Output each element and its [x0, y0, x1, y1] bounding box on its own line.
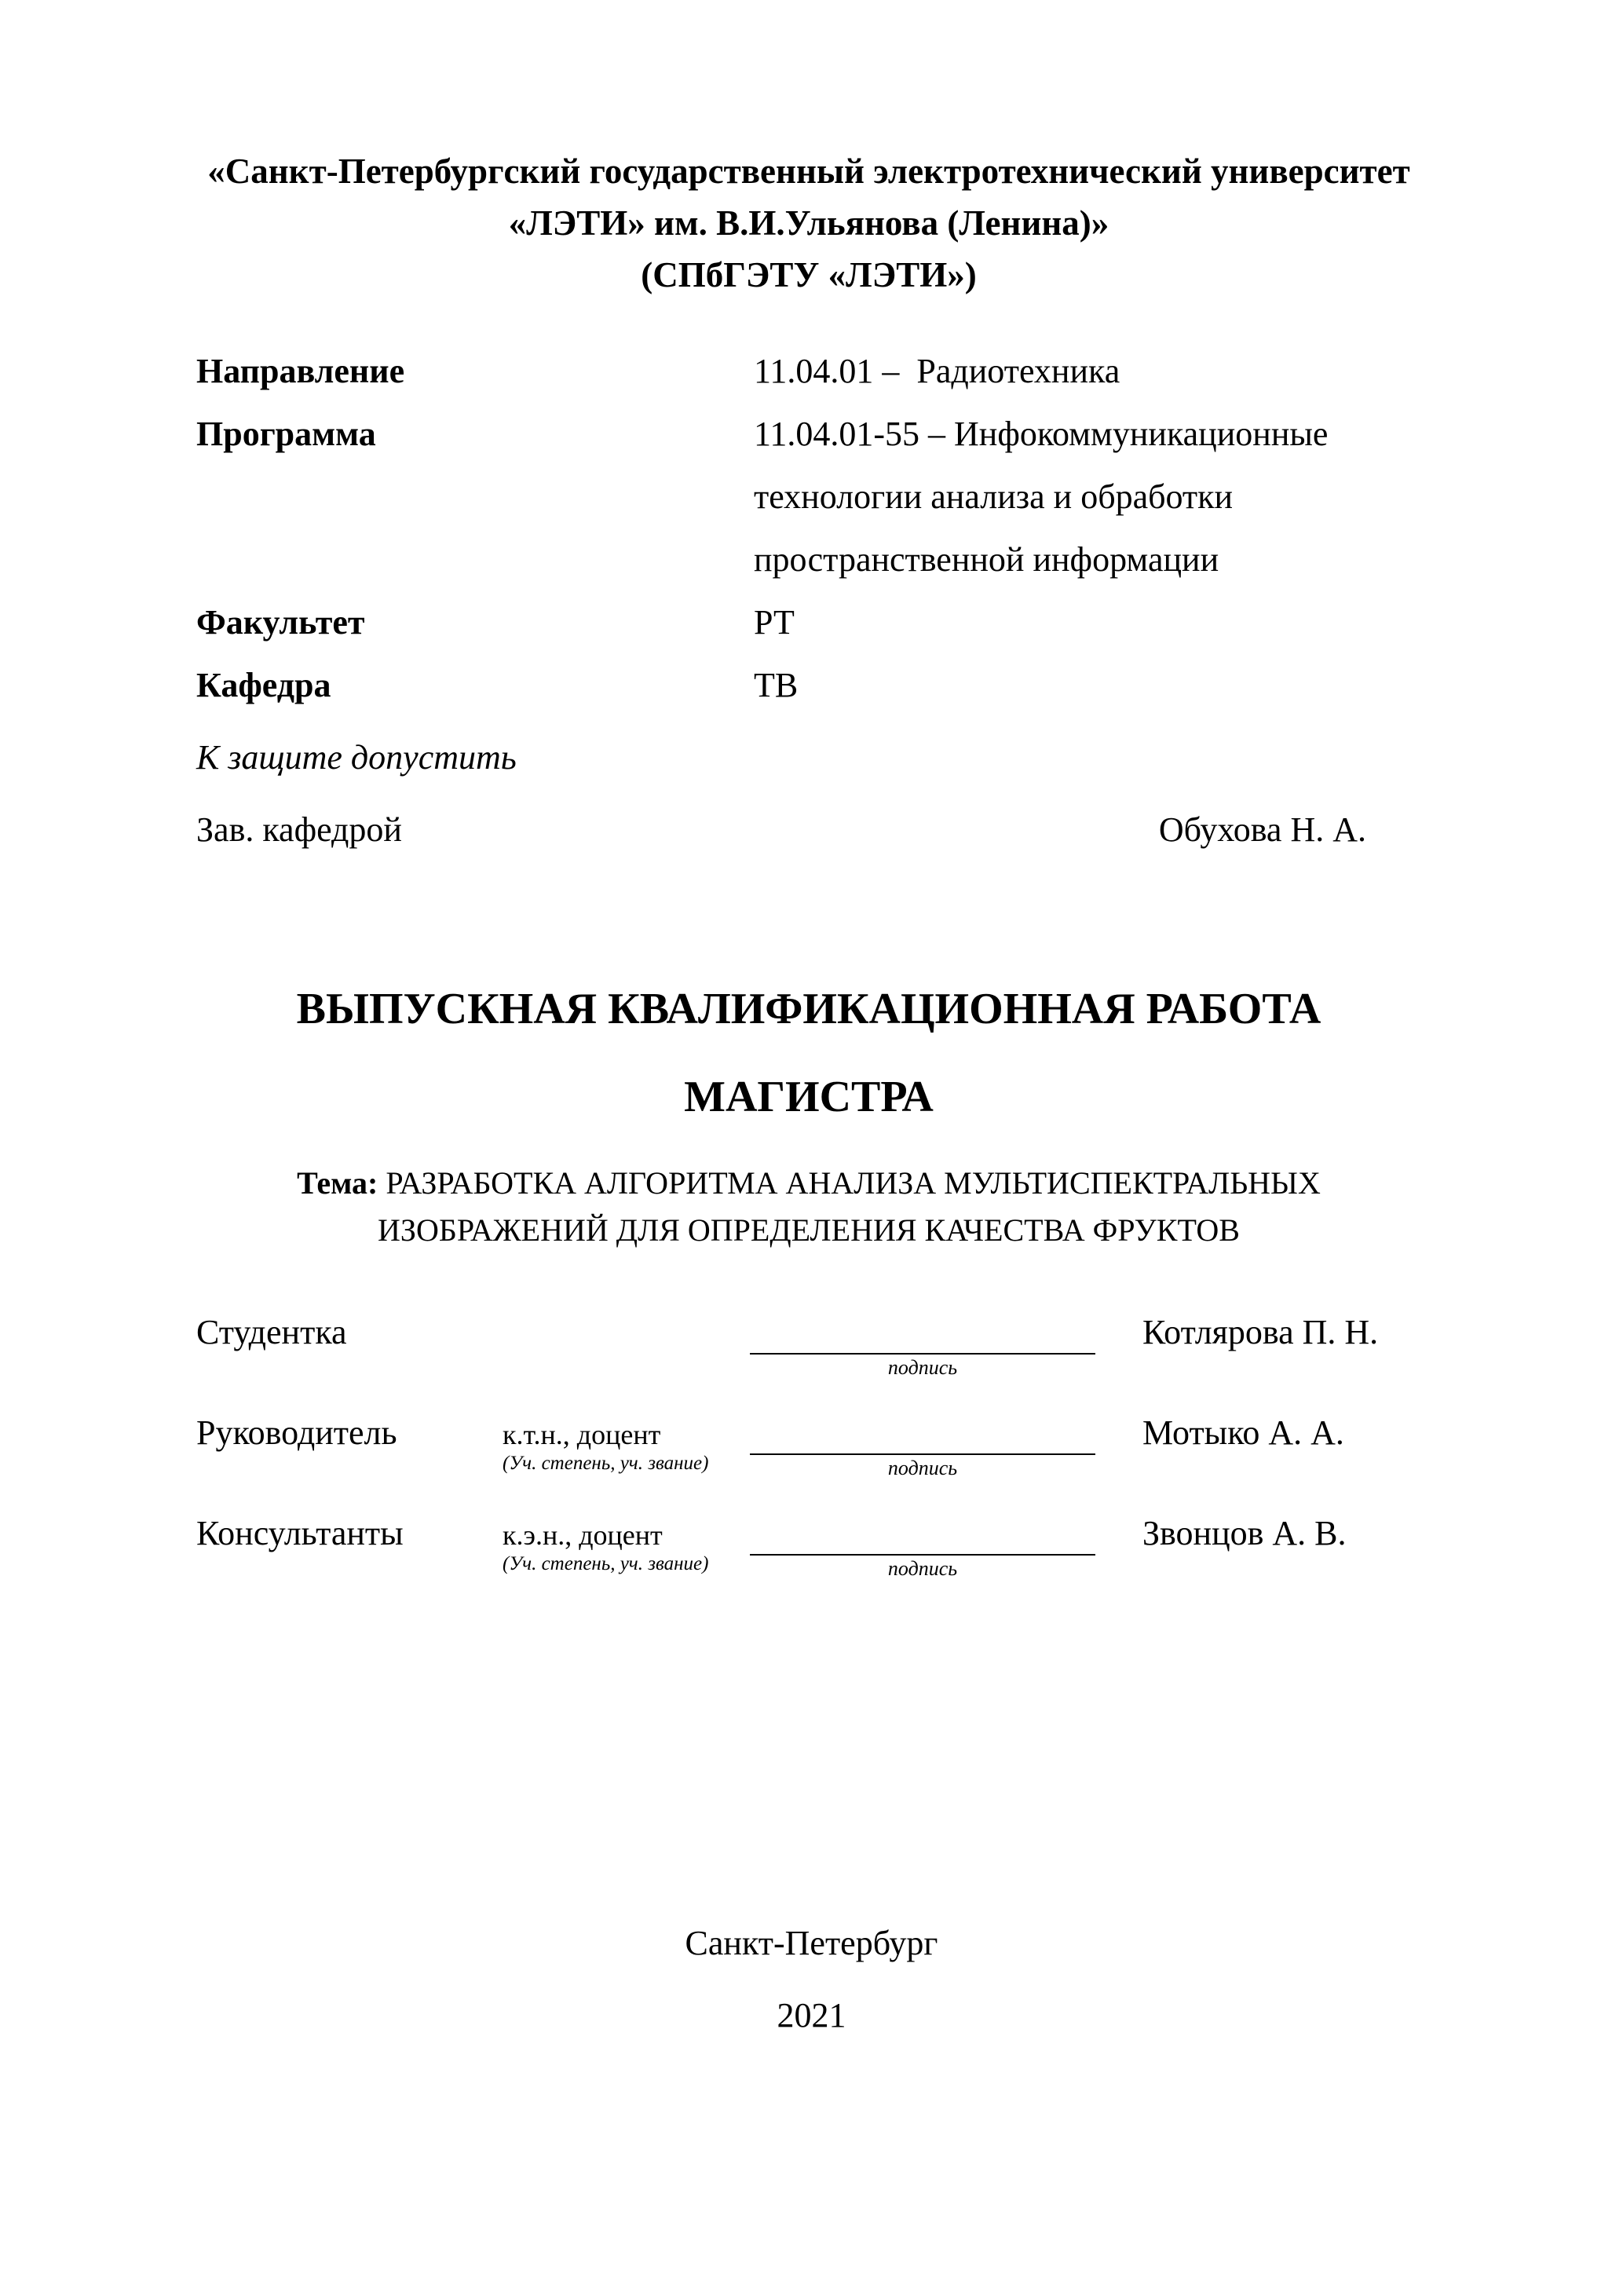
field-label-department: Кафедра [196, 666, 331, 704]
role-label-advisor: Руководитель [196, 1413, 397, 1452]
footer-city: Санкт-Петербург [685, 1924, 938, 1962]
field-label-direction: Направление [196, 352, 405, 390]
field-label-faculty: Факультет [196, 603, 365, 642]
university-header [196, 145, 1421, 301]
field-value-program: 11.04.01-55 – Инфокоммуникационные технологии анализа и обработки пространственной информации [754, 415, 1337, 579]
field-value-faculty: РТ [754, 603, 795, 642]
signature-field-student [750, 1311, 1095, 1381]
field-row-faculty [196, 591, 1421, 654]
page-footer [0, 1920, 1623, 2039]
field-value-direction: 11.04.01 – Радиотехника [754, 352, 1120, 390]
thesis-title [196, 965, 1421, 1141]
degree-note-advisor: (Уч. степень, уч. звание) [503, 1453, 709, 1474]
signature-caption-student: подпись [887, 1356, 958, 1379]
signature-field-advisor [750, 1411, 1095, 1482]
department-head-name: Обухова Н. А. [1158, 810, 1366, 849]
degree-label-advisor: к.т.н., доцент [503, 1419, 661, 1450]
field-row-program [196, 403, 1421, 591]
degree-label-consultant: к.э.н., доцент [503, 1519, 663, 1551]
person-name-student: Котлярова П. Н. [1142, 1313, 1379, 1351]
degree-cell-consultant [503, 1512, 750, 1576]
thesis-title-line2: МАГИСТРА [684, 1073, 934, 1121]
topic-text: РАЗРАБОТКА АЛГОРИТМА АНАЛИЗА МУЛЬТИСПЕКТРАЛЬНЫХ ИЗОБРАЖЕНИЙ ДЛЯ ОПРЕДЕЛЕНИЯ КАЧЕСТВА ФРУКТОВ [378, 1165, 1321, 1248]
department-head-row [196, 806, 1421, 854]
person-name-consultant: Звонцов А. В. [1142, 1514, 1347, 1552]
field-label-program: Программа [196, 415, 376, 453]
signature-line-student [750, 1311, 1095, 1355]
department-head-label: Зав. кафедрой [196, 810, 402, 849]
role-label-consultant: Консультанты [196, 1514, 404, 1552]
signature-row-consultant [196, 1512, 1421, 1582]
field-row-department [196, 654, 1421, 717]
degree-note-consultant: (Уч. степень, уч. звание) [503, 1553, 709, 1574]
signature-line-consultant [750, 1512, 1095, 1556]
role-label-student: Студентка [196, 1313, 347, 1351]
signature-row-advisor [196, 1411, 1421, 1482]
university-name-line1: «Санкт-Петербургский государственный электротехнический университет [207, 152, 1410, 191]
signature-caption-consultant: подпись [887, 1557, 958, 1580]
signature-caption-advisor: подпись [887, 1457, 958, 1479]
signature-row-student [196, 1311, 1421, 1381]
thesis-topic [239, 1160, 1378, 1254]
field-row-direction [196, 340, 1421, 403]
admission-phrase: К защите допустить [196, 738, 517, 777]
footer-year: 2021 [777, 1996, 846, 2035]
page-content [196, 0, 1421, 1612]
signatures-block [196, 1311, 1421, 1582]
topic-label: Тема: [297, 1165, 378, 1201]
signature-line-advisor [750, 1411, 1095, 1455]
field-value-department: ТВ [754, 666, 799, 704]
thesis-title-line1: ВЫПУСКНАЯ КВАЛИФИКАЦИОННАЯ РАБОТА [296, 985, 1321, 1033]
signature-field-consultant [750, 1512, 1095, 1582]
degree-cell-student [503, 1311, 750, 1317]
person-name-advisor: Мотыко А. А. [1142, 1413, 1344, 1452]
program-fields [196, 340, 1421, 717]
university-name-line2: «ЛЭТИ» им. В.И.Ульянова (Ленина)» [508, 203, 1109, 243]
degree-cell-advisor [503, 1411, 750, 1475]
university-name-line3: (СПбГЭТУ «ЛЭТИ») [641, 255, 977, 294]
